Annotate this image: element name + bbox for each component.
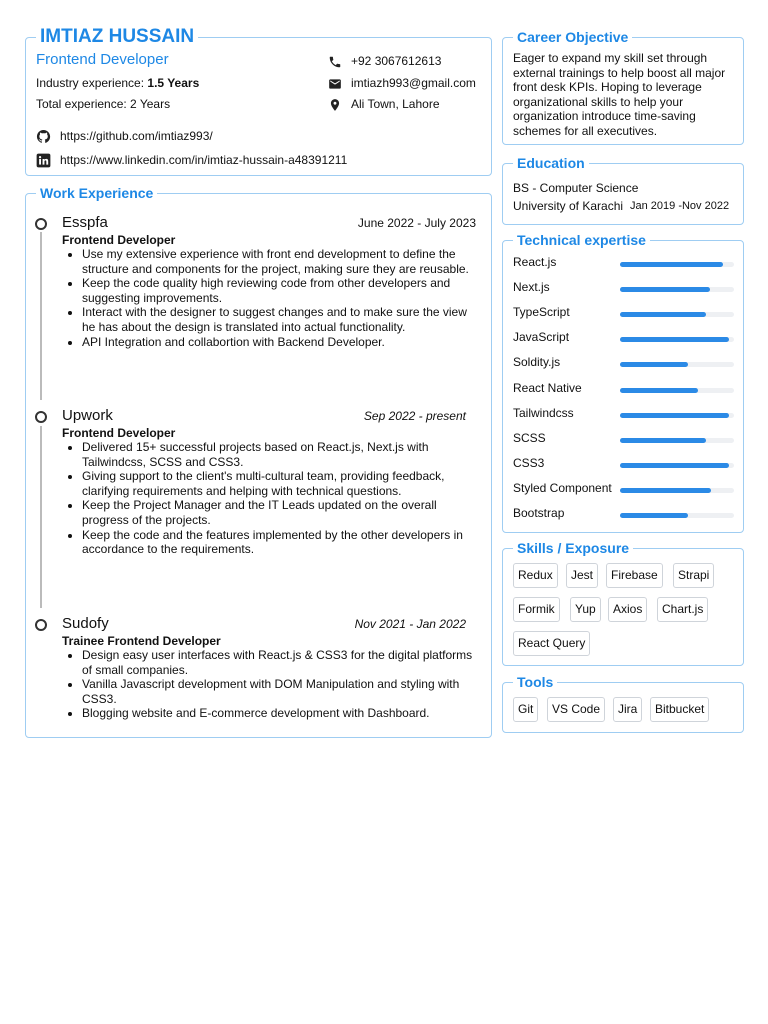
education-section	[502, 155, 744, 225]
job-entry-esspfa	[26, 213, 491, 403]
skill-level-bar	[620, 438, 734, 443]
job-company: Upwork	[62, 407, 113, 424]
skill-level-bar	[620, 388, 734, 393]
skill-name: React.js	[513, 255, 557, 269]
skill-level-bar	[620, 337, 734, 342]
email-address: imtiazh993@gmail.com	[351, 76, 476, 90]
phone-contact[interactable]	[328, 54, 441, 69]
job-date: June 2022 - July 2023	[357, 216, 476, 230]
work-experience-section	[25, 185, 492, 738]
skill-level-bar	[620, 463, 734, 468]
skill-tag: Yup	[570, 597, 601, 622]
skill-level-fill	[620, 463, 729, 468]
job-company: Sudofy	[62, 615, 109, 632]
skill-tag: Firebase	[606, 563, 663, 588]
skill-tag: Chart.js	[657, 597, 708, 622]
timeline-dot-icon	[35, 619, 47, 631]
job-title: Frontend Developer	[62, 426, 176, 440]
skills-title: Skills / Exposure	[513, 538, 633, 558]
industry-experience: Industry experience: 1.5 Years	[36, 76, 200, 90]
timeline-dot-icon	[35, 218, 47, 230]
education-degree: BS - Computer Science	[513, 181, 639, 195]
skill-name: React Native	[513, 380, 582, 395]
skill-tag: React Query	[513, 631, 590, 656]
skill-level-fill	[620, 413, 729, 418]
skill-tag: Strapi	[673, 563, 714, 588]
skill-tag: Formik	[513, 597, 560, 622]
skill-name: Soldity.js	[513, 355, 561, 370]
skill-tag: Axios	[608, 597, 647, 622]
skill-level-bar	[620, 262, 734, 267]
skill-name: SCSS	[513, 430, 546, 445]
career-objective-title: Career Objective	[513, 27, 632, 47]
career-objective-section	[502, 29, 744, 145]
skill-name: TypeScript	[513, 305, 570, 320]
list-item: • Vanilla Javascript development with DOM Manipulation and styling with CSS3.	[82, 677, 477, 706]
skill-level-fill	[620, 262, 723, 267]
list-item: • Use my extensive experience with front end development to define the structure and components for the project, making sure they are reusable.	[82, 247, 477, 276]
linkedin-link[interactable]	[36, 153, 347, 168]
list-item: • Keep the Project Manager and the IT Leads updated on the overall progress of the projects.	[82, 498, 477, 527]
skill-name: JavaScript	[513, 330, 570, 345]
skill-level-fill	[620, 337, 729, 342]
skill-level-fill	[620, 287, 710, 292]
candidate-name: IMTIAZ HUSSAIN	[36, 24, 198, 50]
technical-expertise-section	[502, 232, 744, 533]
skills-section	[502, 540, 744, 666]
tool-tag: VS Code	[547, 697, 605, 722]
github-link[interactable]	[36, 129, 213, 144]
tool-tag: Bitbucket	[650, 697, 709, 722]
list-item: • Keep the code quality high reviewing code from other developers and suggesting improvements.	[82, 276, 477, 305]
list-item: • Giving support to the client's multi-cultural team, providing feedback, clarifying requirements and helping with technical questions.	[82, 469, 477, 498]
skill-level-fill	[620, 362, 688, 367]
skill-level-fill	[620, 438, 706, 443]
list-item: • Blogging website and E-commerce development with Dashboard.	[82, 706, 477, 721]
skill-name: Bootstrap	[513, 506, 565, 520]
work-experience-title: Work Experience	[36, 183, 157, 203]
job-date: Nov 2021 - Jan 2022	[354, 617, 466, 631]
location-pin-icon	[328, 98, 342, 112]
location-contact	[328, 97, 440, 112]
job-title: Frontend Developer	[62, 233, 176, 247]
skill-level-bar	[620, 513, 734, 518]
skill-level-bar	[620, 287, 734, 292]
skill-name: Tailwindcss	[513, 405, 574, 420]
location-text: Ali Town, Lahore	[351, 97, 440, 111]
phone-number: +92 3067612613	[351, 54, 442, 68]
header-section	[25, 26, 492, 176]
education-university: University of Karachi	[513, 199, 624, 213]
job-entry-sudofy	[26, 614, 491, 724]
job-bullets	[82, 440, 477, 557]
career-objective-text: Eager to expand my skill set through external trainings to help boost all major front desk KPIs. Hoping to leverage organizational skills to help your organization introduce time-saving schemes for all executives.	[513, 51, 726, 138]
job-date: Sep 2022 - present	[363, 409, 466, 423]
job-company: Esspfa	[62, 214, 108, 231]
email-contact[interactable]	[328, 76, 476, 91]
job-title: Trainee Frontend Developer	[62, 634, 221, 648]
skill-name: Styled Component	[513, 480, 612, 495]
candidate-role: Frontend Developer	[36, 51, 169, 68]
list-item: • Keep the code and the features implemented by the other developers in accordance to the requirements.	[82, 528, 477, 557]
skill-level-fill	[620, 488, 711, 493]
tool-tag: Jira	[613, 697, 642, 722]
tool-tag: Git	[513, 697, 538, 722]
job-entry-upwork	[26, 406, 491, 606]
skill-level-bar	[620, 312, 734, 317]
skill-level-fill	[620, 513, 688, 518]
list-item: • Interact with the designer to suggest changes and to make sure the view he has about the design is translated into actual functionality.	[82, 305, 477, 334]
skill-name: Next.js	[513, 280, 550, 295]
linkedin-icon	[36, 153, 51, 168]
skill-level-bar	[620, 362, 734, 367]
total-experience: Total experience: 2 Years	[36, 97, 171, 111]
job-bullets	[82, 247, 477, 349]
list-item: • API Integration and collabortion with Backend Developer.	[82, 335, 477, 350]
linkedin-url: https://www.linkedin.com/in/imtiaz-hussain-a48391211	[60, 153, 348, 167]
job-bullets	[82, 648, 477, 721]
skill-tag: Redux	[513, 563, 558, 588]
tools-title: Tools	[513, 672, 557, 692]
github-url: https://github.com/imtiaz993/	[60, 129, 213, 143]
email-icon	[328, 77, 342, 91]
tools-section	[502, 674, 744, 733]
education-date: Jan 2019 -Nov 2022	[630, 200, 730, 212]
skill-level-bar	[620, 488, 734, 493]
education-title: Education	[513, 153, 589, 173]
github-icon	[36, 129, 51, 144]
phone-icon	[328, 55, 342, 69]
list-item: • Delivered 15+ successful projects based on React.js, Next.js with Tailwindcss, SCSS and CSS3.	[82, 440, 477, 469]
skill-name: CSS3	[513, 455, 545, 470]
skill-level-fill	[620, 312, 706, 317]
skill-level-fill	[620, 388, 698, 393]
skill-level-bar	[620, 413, 734, 418]
timeline-dot-icon	[35, 411, 47, 423]
skill-tag: Jest	[566, 563, 598, 588]
list-item: • Design easy user interfaces with React.js & CSS3 for the digital platforms of small companies.	[82, 648, 477, 677]
technical-expertise-title: Technical expertise	[513, 230, 650, 250]
